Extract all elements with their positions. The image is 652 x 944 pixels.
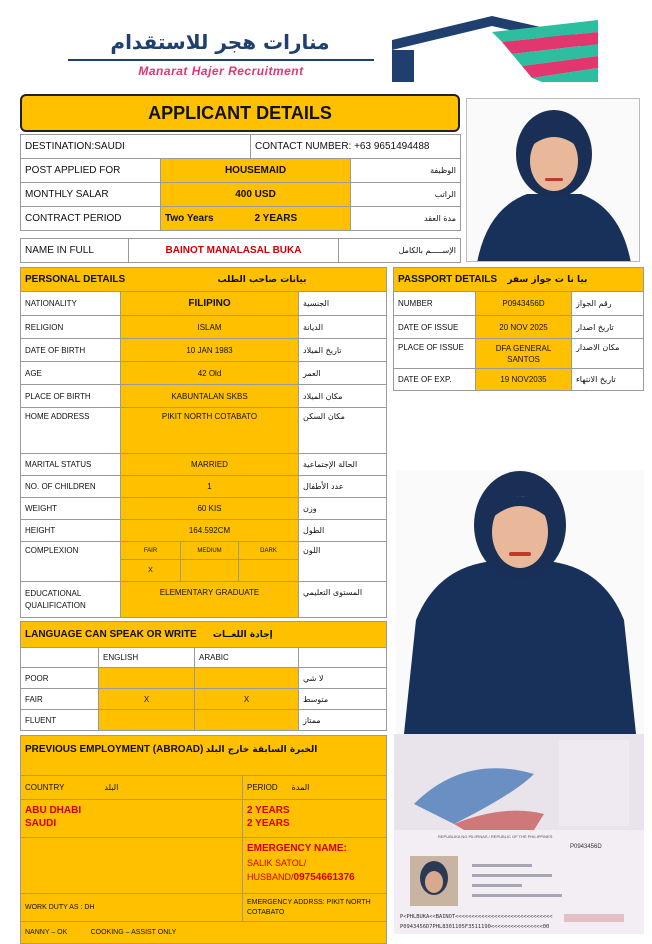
post-ar: الوظيفة [351, 159, 461, 183]
lang-level-ar: متوسط [299, 689, 387, 710]
lang-col-arabic: ARABIC [195, 648, 299, 668]
passport-label: DATE OF ISSUE [394, 316, 476, 339]
personal-label: NO. OF CHILDREN [21, 476, 121, 498]
passport-expiry-date: 19 NOV2035 [476, 369, 572, 391]
passport-scan-image [394, 734, 644, 934]
contact-number: CONTACT NUMBER: +63 9651494488 [251, 135, 461, 159]
period-col-header [243, 776, 387, 800]
country-col-header [21, 776, 243, 800]
passport-mrz-line-2: P0943456D7PHL8301105F3511190<<<<<<<<<<<<<<<<00 [400, 924, 550, 930]
lang-arabic-mark [195, 710, 299, 731]
work-duty: WORK DUTY AS : DH [21, 894, 243, 922]
personal-label: AGE [21, 362, 121, 385]
lang-english-mark [99, 668, 195, 689]
full-body-illustration [396, 470, 644, 734]
education-label-2: QUALIFICATION [25, 600, 86, 610]
personal-ar: الطول [299, 520, 387, 542]
personal-details-table [20, 267, 387, 618]
country-2: SAUDI [25, 818, 57, 829]
age-value: 42 Old [121, 362, 299, 385]
personal-ar: عدد الأطفال [299, 476, 387, 498]
lang-level: FAIR [21, 689, 99, 710]
birthplace-value: KABUNTALAN SKBS [121, 385, 299, 408]
personal-ar: الجنسية [299, 292, 387, 316]
lang-english-mark [99, 710, 195, 731]
name-table [20, 238, 461, 263]
employment-blank [21, 838, 243, 894]
marital-value: MARRIED [121, 454, 299, 476]
passport-number: P0943456D [476, 292, 572, 316]
countries-cell [21, 800, 243, 838]
contract-ar: مدة العقد [351, 207, 461, 231]
personal-details-header [21, 268, 387, 292]
education-label-1: EDUCATIONAL [25, 588, 82, 598]
address-value: PIKIT NORTH COTABATO [121, 408, 299, 454]
lang-english-mark: X [99, 689, 195, 710]
passport-scan-number: P0943456D [570, 844, 602, 850]
employment-header-text: PREVIOUS EMPLOYMENT (ABROAD) [25, 744, 204, 755]
name-ar: الإســـــم بالكامل [339, 239, 461, 263]
logo-house-graphic [392, 12, 602, 82]
full-name: BAINOT MANALASAL BUKA [129, 239, 339, 263]
personal-ar: العمر [299, 362, 387, 385]
religion-value: ISLAM [121, 316, 299, 339]
post-label: POST APPLIED FOR [21, 159, 161, 183]
complexion-medium-mark [181, 560, 239, 582]
period-ar: المدة [291, 783, 310, 792]
personal-label: HEIGHT [21, 520, 121, 542]
page-title: APPLICANT DETAILS [20, 94, 460, 132]
education-ar: المستوى التعليمي [299, 582, 387, 618]
period-2: 2 YEARS [247, 818, 290, 829]
post-value: HOUSEMAID [161, 159, 351, 183]
lang-arabic-mark: X [195, 689, 299, 710]
complexion-medium: MEDIUM [181, 542, 239, 560]
passport-details-header [394, 268, 644, 292]
personal-label: PLACE OF BIRTH [21, 385, 121, 408]
complexion-label: COMPLEXION [21, 542, 121, 582]
personal-label: WEIGHT [21, 498, 121, 520]
employment-header-ar: الخبرة السابقة خارج البلد [205, 745, 318, 755]
job-details-table [20, 134, 461, 231]
salary-ar: الراتب [351, 183, 461, 207]
personal-ar: مكان السكن [299, 408, 387, 454]
country-1: ABU DHABI [25, 805, 82, 816]
passport-header-text: PASSPORT DETAILS [398, 274, 498, 285]
emergency-label: EMERGENCY NAME: [247, 843, 347, 854]
period-1: 2 YEARS [247, 805, 290, 816]
passport-issue-date: 20 NOV 2025 [476, 316, 572, 339]
height-value: 164.592CM [121, 520, 299, 542]
emergency-relation-phone [247, 870, 382, 885]
complexion-fair-mark: X [121, 560, 181, 582]
personal-label: RELIGION [21, 316, 121, 339]
nationality-value: FILIPINO [121, 292, 299, 316]
name-label: NAME IN FULL [21, 239, 129, 263]
country-ar: البلد [104, 783, 119, 792]
logo-arabic-text: منارات هجر للاستقدام [110, 30, 330, 54]
portrait-illustration [467, 99, 640, 262]
salary-label: MONTHLY SALAR [21, 183, 161, 207]
applicant-portrait-photo [466, 98, 640, 262]
passport-ar: تاريخ الانتهاء [572, 369, 644, 391]
emergency-phone: 09754661376 [293, 872, 355, 883]
passport-ar: تاريخ اصدار [572, 316, 644, 339]
emergency-address: EMERGENCY ADDRSS: PIKIT NORTH COTABATO [243, 894, 387, 922]
weight-value: 60 KIS [121, 498, 299, 520]
personal-label: DATE OF BIRTH [21, 339, 121, 362]
lang-level: FLUENT [21, 710, 99, 731]
emergency-relation: HUSBAND/ [247, 872, 294, 882]
children-value: 1 [121, 476, 299, 498]
passport-issue-place: DFA GENERAL SANTOS [476, 339, 572, 369]
lang-level-ar: لا شي [299, 668, 387, 689]
language-header [21, 622, 387, 648]
logo-underline [68, 59, 374, 61]
duty-notes: NANNY – OK COOKING – ASSIST ONLY [21, 922, 387, 944]
language-corner-right [299, 648, 387, 668]
passport-mrz-line-1: P<PHLBUKA<<BAINOT<<<<<<<<<<<<<<<<<<<<<<<<<<<<<< [400, 914, 553, 920]
education-label [21, 582, 121, 618]
period-label: PERIOD [247, 783, 278, 792]
periods-cell [243, 800, 387, 838]
passport-ar: مكان الاصدار [572, 339, 644, 369]
language-corner [21, 648, 99, 668]
complexion-ar: اللون [299, 542, 387, 582]
personal-label: MARITAL STATUS [21, 454, 121, 476]
passport-label: NUMBER [394, 292, 476, 316]
destination: DESTINATION:SAUDI [21, 135, 251, 159]
logo-english-text: Manarat Hajer Recruitment [138, 64, 304, 78]
contract-years: 2 YEARS [251, 207, 351, 231]
contract-label: CONTRACT PERIOD [21, 207, 161, 231]
lang-arabic-mark [195, 668, 299, 689]
lang-col-english: ENGLISH [99, 648, 195, 668]
personal-ar: مكان الميلاد [299, 385, 387, 408]
personal-header-ar: بيانات صاحب الطلب [217, 275, 307, 285]
personal-ar: الديانة [299, 316, 387, 339]
lang-level-ar: ممتاز [299, 710, 387, 731]
complexion-dark: DARK [239, 542, 299, 560]
emergency-cell [243, 838, 387, 894]
personal-label: HOME ADDRESS [21, 408, 121, 454]
contract-value: Two Years [161, 207, 251, 231]
complexion-dark-mark [239, 560, 299, 582]
dob-value: 10 JAN 1983 [121, 339, 299, 362]
emergency-name: SALIK SATOL/ [247, 858, 307, 868]
passport-header-ar: بيا نا ت جواز سفر [507, 275, 588, 285]
applicant-full-body-photo [396, 470, 644, 734]
personal-ar: الحالة الإجتماعية [299, 454, 387, 476]
employment-header [21, 736, 387, 776]
company-logo [60, 12, 640, 82]
personal-header-text: PERSONAL DETAILS [25, 274, 126, 285]
passport-scan-country: REPUBLIKA NG PILIPINAS / REPUBLIC OF THE PHILIPPINES [438, 834, 553, 839]
personal-ar: تاريخ الميلاد [299, 339, 387, 362]
personal-label: NATIONALITY [21, 292, 121, 316]
passport-ar: رقم الجواز [572, 292, 644, 316]
language-table [20, 621, 387, 731]
passport-label: DATE OF EXP. [394, 369, 476, 391]
employment-table [20, 735, 387, 944]
passport-details-table [393, 267, 644, 391]
complexion-fair: FAIR [121, 542, 181, 560]
language-header-ar: إجادة اللغــات [212, 630, 273, 640]
personal-ar: وزن [299, 498, 387, 520]
lang-level: POOR [21, 668, 99, 689]
education-value: ELEMENTARY GRADUATE [121, 582, 299, 618]
country-label: COUNTRY [25, 783, 65, 792]
language-header-text: LANGUAGE CAN SPEAK OR WRITE [25, 629, 197, 640]
passport-label: PLACE OF ISSUE [394, 339, 476, 369]
salary-value: 400 USD [161, 183, 351, 207]
